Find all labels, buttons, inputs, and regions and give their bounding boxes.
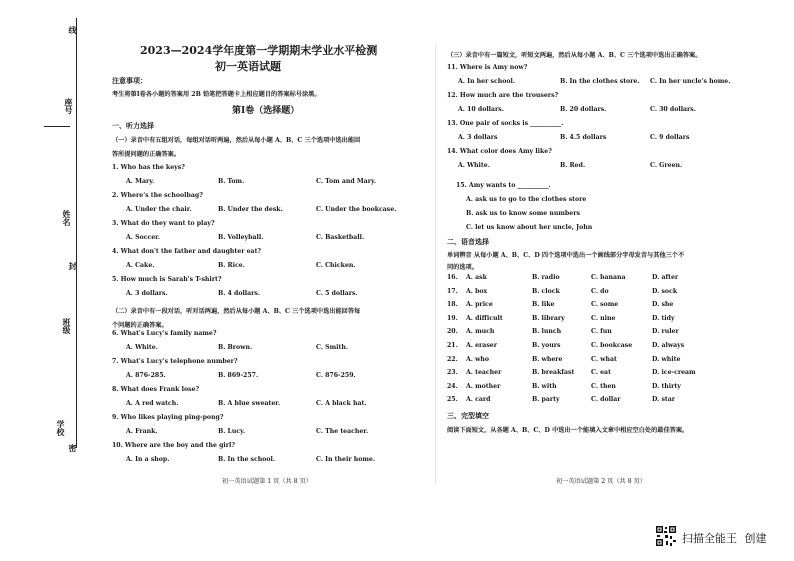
phonics-option-c: C. fun — [591, 328, 612, 336]
phonics-option-a: A. box — [466, 287, 488, 295]
option-a: A. Cake. — [126, 262, 155, 269]
phonics-number: 20. — [447, 328, 458, 336]
part3-instruction: （三）录音中有一篇短文，听短文两遍，然后从每小题 A、B、C 三个选项中选出正确答案。 — [447, 52, 702, 59]
phonics-option-b: B. lunch — [532, 328, 562, 336]
part2-instruction-cont: 个问题的正确答案。 — [112, 322, 168, 329]
option-c: C. Tom and Mary. — [316, 178, 376, 185]
phonics-option-a: A. mother — [466, 382, 501, 390]
question-text: 3. What do they want to play? — [112, 220, 215, 227]
option-c: C. Basketball. — [316, 234, 365, 241]
option-c: C. In their home. — [316, 456, 375, 463]
option-a: A. Under the chair. — [126, 206, 192, 213]
seat-label: 座号 — [64, 98, 74, 114]
phonics-option-a: A. difficult — [466, 314, 503, 322]
question-text: 14. What color does Amy like? — [447, 148, 552, 155]
watermark-brand — [682, 530, 767, 546]
phonics-option-a: A. card — [466, 396, 491, 404]
question-text: 4. What don't the father and daughter eat? — [112, 248, 262, 255]
phonics-option-a: A. much — [466, 328, 495, 336]
option-b: B. 869-257. — [218, 372, 259, 379]
phonics-option-b: B. with — [532, 382, 557, 390]
exam-title: 2023—2024学年度第一学期期末学业水平检测 — [140, 44, 378, 57]
phonics-option-b: B. where — [532, 355, 563, 363]
option-a: A. 876-285. — [126, 372, 166, 379]
question-text: 9. Who likes playing ping-pong? — [112, 414, 224, 421]
phonics-option-b: B. breakfast — [532, 369, 575, 377]
phonics-option-a: A. eraser — [466, 342, 497, 349]
option-a: A. In her school. — [458, 78, 516, 85]
question-text: 13. One pair of socks is __________. — [447, 120, 564, 127]
phonics-option-d: D. star — [652, 396, 676, 404]
question-text: 7. What's Lucy's telephone number? — [112, 358, 238, 365]
q15-option-b: B. ask us to know some numbers — [466, 210, 580, 217]
phonics-number: 25. — [447, 396, 458, 404]
phonics-option-b: B. party — [532, 396, 560, 404]
phonics-option-d: D. always — [652, 342, 685, 349]
section1-title: 一、听力选择 — [112, 121, 154, 130]
watermark-tag: 创建 — [744, 532, 767, 545]
watermark-app-name: 扫描全能王 — [682, 532, 737, 545]
phonics-option-d: D. white — [652, 355, 681, 363]
option-b: B. Lucy. — [218, 428, 246, 435]
phonics-option-d: D. thirty — [652, 382, 681, 390]
option-c: C. Chicken. — [316, 262, 356, 269]
question-text: 2. Where's the schoolbag? — [112, 192, 203, 199]
question-text: 5. How much is Sarah's T-shirt? — [112, 276, 222, 283]
phonics-option-c: C. banana — [591, 274, 626, 281]
question-text: 12. How much are the trousers? — [447, 92, 559, 99]
question-text: 8. What does Frank lose? — [112, 386, 200, 393]
notice-text: 考生将第Ⅰ卷各小题的答案用 2B 铅笔把答题卡上相应题目的答案标号涂黑。 — [112, 91, 321, 98]
option-a: A. White. — [458, 162, 490, 169]
footer-page-1: 初一英语试题第 1 页（共 8 页） — [222, 478, 312, 485]
part1-instruction-cont: 答所提问题的正确答案。 — [112, 151, 181, 158]
option-c: C. 9 dollars — [650, 134, 690, 141]
phonics-option-c: C. some — [591, 301, 619, 309]
option-a: A. A red watch. — [126, 400, 179, 407]
option-c: C. 876-259. — [316, 372, 356, 379]
option-b: B. 20 dollars. — [560, 106, 607, 113]
option-c: C. 5 dollars. — [316, 290, 358, 297]
part1-instruction: （一）录音中有五组对话，每组对话听两遍，然后从每小题 A、B、C 三个选项中选出能回 — [112, 137, 361, 144]
part2-instruction: （二）录音中有一段对话，听对话两遍，然后从每小题 A、B、C 三个选项中选出能回答每 — [112, 308, 361, 315]
option-a: A. White. — [126, 344, 158, 351]
phonics-option-c: C. dollar — [591, 396, 621, 404]
phonics-option-b: B. clock — [532, 287, 560, 295]
binding-line — [76, 18, 77, 448]
phonics-number: 21. — [447, 342, 458, 349]
option-b: B. 4 dollars. — [218, 290, 261, 297]
notice-label: 注意事项： — [112, 76, 147, 85]
phonics-option-a: A. ask — [466, 274, 487, 281]
seat-underline — [44, 126, 70, 127]
phonics-number: 22. — [447, 355, 458, 363]
exam-subtitle: 初一英语试题 — [215, 60, 281, 73]
option-a: A. 3 dollars — [458, 134, 498, 141]
phonics-option-b: B. yours — [532, 342, 561, 349]
phonics-option-d: D. after — [652, 274, 679, 281]
phonics-number: 23. — [447, 369, 458, 377]
option-b: B. Red. — [560, 162, 586, 169]
question-text: 10. Where are the boy and the girl? — [112, 442, 236, 449]
option-a: A. In a shop. — [126, 456, 170, 463]
section2-instruction: 单词辨音 从每小题 A、B、C、D 四个选项中选出一个画线部分字母发音与其他三个不 — [447, 252, 685, 259]
phonics-option-b: B. radio — [532, 274, 560, 281]
name-label: 姓名 — [62, 210, 72, 226]
q15-question: 15. Amy wants to __________. — [456, 182, 551, 189]
option-b: B. Volleyball. — [218, 234, 264, 241]
option-a: A. 10 dollars. — [458, 106, 504, 113]
option-c: C. Smith. — [316, 344, 349, 351]
phonics-option-d: D. ice-cream — [652, 369, 696, 377]
qr-code-icon — [655, 525, 677, 547]
phonics-option-b: B. library — [532, 314, 565, 322]
option-b: B. In the school. — [218, 456, 276, 463]
option-b: B. Brown. — [218, 344, 253, 351]
phonics-option-a: A. price — [466, 301, 493, 309]
school-label: 学校 — [56, 420, 66, 436]
phonics-option-a: A. teacher — [466, 369, 502, 377]
question-text: 6. What's Lucy's family name? — [112, 330, 217, 337]
q15-option-a: A. ask us to go to the clothes store — [466, 196, 587, 203]
phonics-number: 24. — [447, 382, 458, 390]
line-label: 线 — [68, 26, 78, 34]
phonics-option-b: B. like — [532, 301, 555, 309]
phonics-option-c: C. do — [591, 287, 609, 295]
phonics-number: 19. — [447, 314, 458, 322]
seal-label: 封 — [68, 262, 78, 270]
phonics-option-c: C. what — [591, 355, 617, 363]
question-text: 11. Where is Amy now? — [447, 64, 528, 71]
section2-instruction-cont: 同的选项。 — [447, 264, 478, 271]
option-c: C. 30 dollars. — [650, 106, 696, 113]
phonics-option-c: C. then — [591, 382, 616, 390]
option-a: A. Mary. — [126, 178, 155, 185]
option-b: B. Rice. — [218, 262, 245, 269]
phonics-option-c: C. eat — [591, 369, 611, 377]
secret-label: 密 — [68, 444, 78, 452]
phonics-number: 17. — [447, 287, 458, 295]
option-b: B. Tom. — [218, 178, 245, 185]
phonics-option-c: C. bookcase — [591, 342, 633, 349]
section2-title: 二、语音选择 — [447, 237, 489, 246]
phonics-option-a: A. who — [466, 355, 490, 363]
question-text: 1. Who has the keys? — [112, 164, 185, 171]
class-label: 班级 — [62, 318, 72, 334]
phonics-number: 16. — [447, 274, 458, 281]
phonics-option-d: D. sock — [652, 287, 678, 295]
option-b: B. A blue sweater. — [218, 400, 281, 407]
footer-page-2: 初一英语试题第 2 页（共 8 页） — [556, 478, 646, 485]
option-c: C. Green. — [650, 162, 683, 169]
option-a: A. Frank. — [126, 428, 158, 435]
phonics-option-c: C. nine — [591, 314, 616, 322]
phonics-option-d: D. ruler — [652, 328, 679, 336]
column-separator — [435, 45, 436, 485]
phonics-option-d: D. she — [652, 301, 674, 309]
option-c: C. The teacher. — [316, 428, 369, 435]
option-b: B. 4.5 dollars — [560, 134, 607, 141]
q15-option-c: C. let us know about her uncle, John — [466, 224, 593, 231]
option-c: C. Under the bookcase. — [316, 206, 397, 213]
section3-title: 三、完型填空 — [447, 411, 489, 420]
phonics-number: 18. — [447, 301, 458, 309]
phonics-option-d: D. tidy — [652, 314, 675, 322]
option-c: C. In her uncle's home. — [650, 78, 731, 85]
option-a: A. 3 dollars. — [126, 290, 168, 297]
option-b: B. In the clothes store. — [560, 78, 640, 85]
volume-title: 第Ⅰ卷（选择题） — [232, 106, 300, 116]
option-a: A. Soccer. — [126, 234, 161, 241]
section3-instruction: 阅读下面短文，从各题 A、B、C、D 中选出一个能填入文章中相应空白处的最佳答案。 — [447, 427, 689, 434]
option-b: B. Under the desk. — [218, 206, 283, 213]
option-c: C. A black hat. — [316, 400, 367, 407]
